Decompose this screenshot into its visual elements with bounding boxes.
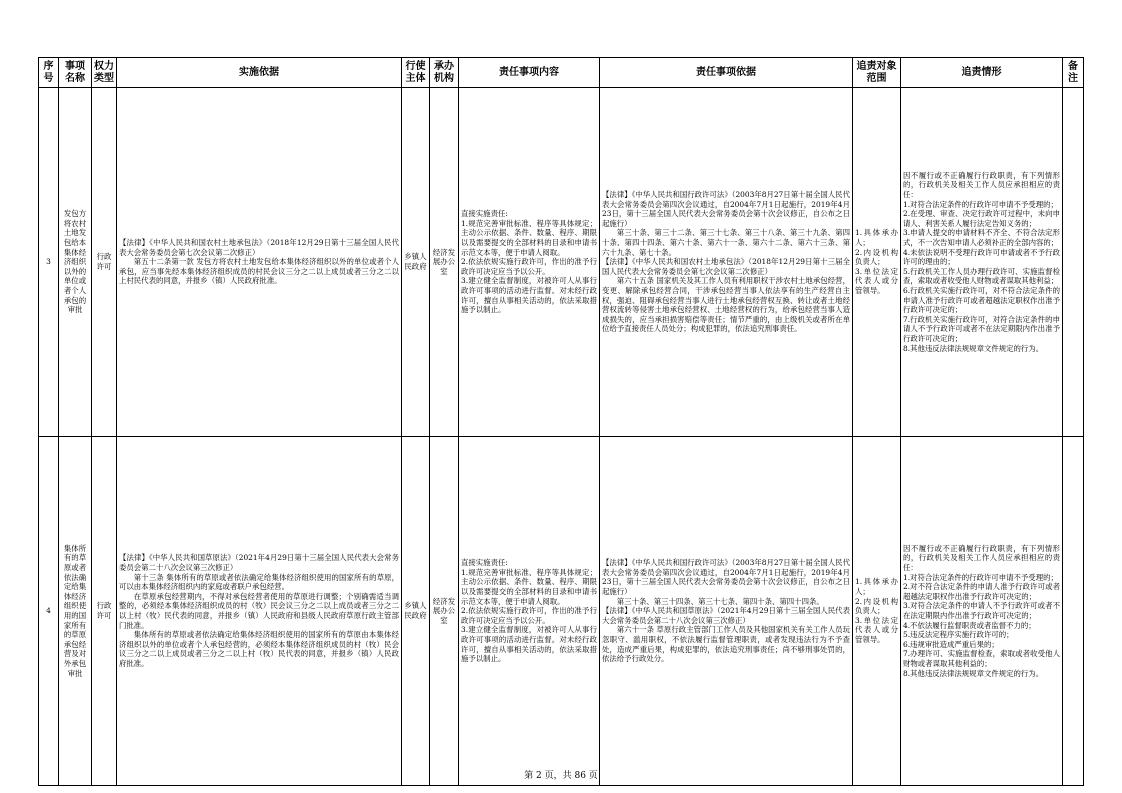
header-scope: 追责对象范围	[853, 58, 901, 88]
cell-duty-basis	[600, 88, 853, 437]
responsibility-table	[38, 57, 1084, 786]
header-situation: 追责情形	[901, 58, 1063, 88]
basis-text: 【法律】《中华人民共和国草原法》（2021年4月29日第十三届全国人民代表大会常务委员会第二十八次会议第三次修正）	[119, 553, 399, 573]
cell-scope	[853, 437, 901, 786]
cell-note	[1063, 88, 1084, 437]
cell-basis	[117, 437, 402, 786]
content-line: 3.建立健全监督制度，对被许可人从事行政许可事项的活动进行监督。对未经行政许可，擅自从事相关活动的，依法采取措施予以制止。	[461, 625, 597, 664]
situation-line: 8.其他违反法律法规规章文件规定的行为。	[903, 668, 1044, 678]
cell-power-type: 行政许可	[92, 437, 117, 786]
duty-basis-text: 【法律】《中华人民共和国行政许可法》（2003年8月27日第十届全国人民代表大会常务委员会第四次会议通过，自2004年7月1日起施行，2019年4月23日，第十三届全国人民代表大会常务委员会第十次会议修正，自公布之日起施行）	[602, 190, 850, 228]
scope-line: 3.单位法定代表人或分管领导。	[855, 615, 898, 644]
table-row	[39, 88, 1084, 437]
situation-line: 4.不依法履行监督职责或者监督不力的；	[903, 620, 1036, 630]
situation-line: 4.未依法说明不受理行政许可申请或者不予行政许可的理由的；	[903, 247, 1060, 267]
duty-basis-text: 【法律】《中华人民共和国草原法》（2021年4月29日第十三届全国人民代表大会常务委员会第二十八次会议第三次修正）	[602, 606, 850, 625]
cell-note	[1063, 437, 1084, 786]
content-line: 3.建立健全监督制度，对被许可人从事行政许可事项的活动进行监督。对未经行政许可，擅自从事相关活动的，依法采取措施予以制止。	[461, 276, 597, 315]
header-seq: 序号	[39, 58, 59, 88]
header-content: 责任事项内容	[459, 58, 600, 88]
situation-line: 5.行政机关工作人员办理行政许可、实施监督检查，索取或者收受他人财物或者谋取其他利益；	[903, 266, 1060, 286]
cell-item-name: 发包方将农村土地发包给本集体经济组织以外的单位或者个人承包的审批	[59, 88, 92, 437]
situation-line: 1.对符合法定条件的行政许可申请不予受理的；	[903, 572, 1058, 582]
situation-line: 3.对符合法定条件的申请人不予行政许可或者不在法定期限内作出准予行政许可决定的；	[903, 601, 1060, 620]
content-line: 1.规范完善审批标准、程序等具体规定；主动公示依据、条件、数量、程序、期限以及需要提交的全部材料的目录和申请书示范文本等，便于申请人阅取。	[461, 567, 597, 606]
table-row	[39, 437, 1084, 786]
header-org: 承办机构	[430, 58, 459, 88]
scope-line: 1.具体承办人；	[855, 577, 898, 597]
page-number: 第 2 页，共 86 页	[524, 771, 598, 781]
duty-basis-text: 第六十五条 国家机关及其工作人员有利用职权干涉农村土地承包经营，变更、解除承包经营合同，干涉承包经营当事人依法享有的生产经营自主权，强迫、阻碍承包经营当事人进行土地承包经营权互换、转让或者土地经营权流转等侵害土地承包经营权、土地经营权的行为，给承包经营当事人造成损失的，应当承担损害赔偿等责任；情节严重的，由上级机关或者所在单位给予直接责任人员处分；构成犯罪的，依法追究刑事责任。	[602, 276, 850, 334]
situation-line: 8.其他违反法律法规规章文件规定的行为。	[903, 343, 1044, 353]
duty-basis-text: 【法律】《中华人民共和国行政许可法》（2003年8月27日第十届全国人民代表大会常务委员会第四次会议通过，自2004年7月1日起施行，2019年4月23日，第十三届全国人民代表大会常务委员会第十次会议修正，自公布之日起施行）	[602, 558, 850, 597]
scope-line: 2.内设机构负责人；	[855, 247, 898, 267]
situation-line: 3.申请人提交的申请材料不齐全、不符合法定形式，不一次告知申请人必须补正的全部内容的；	[903, 228, 1060, 248]
header-name: 事项名称	[59, 58, 92, 88]
cell-content	[459, 437, 600, 786]
content-line: 2.依法依规实施行政许可，作出的准予行政许可决定应当予以公开。	[461, 606, 597, 625]
situation-line: 7.行政机关实施行政许可，对符合法定条件的申请人不予行政许可或者不在法定期限内作出准予行政许可决定的；	[903, 314, 1060, 343]
situation-line: 7.办理许可、实施监督检查，索取或者收受他人财物或者谋取其他利益的；	[903, 649, 1060, 668]
cell-subject: 乡镇人民政府	[402, 437, 430, 786]
situation-line: 6.违规审批造成严重后果的；	[903, 639, 999, 649]
situation-line: 因不履行或不正确履行行政职责，有下列情形的，行政机关及相关工作人员应承担相应的责任：	[903, 543, 1060, 573]
duty-basis-text: 第三十条、第三十四条、第三十七条、第四十条、第四十四条。	[616, 596, 824, 606]
duty-basis-text: 第六十一条 草原行政主管部门工作人员及其他国家机关有关工作人员玩忽职守、滥用职权，不依法履行监督管理职责，或者发现违法行为不予查处，造成严重后果，构成犯罪的，依法追究刑事责任；尚不够刑事处罚的，依法给予行政处分。	[602, 625, 850, 664]
basis-text: 第五十二条第一款 发包方将农村土地发包给本集体经济组织以外的单位或者个人承包，应当事先经本集体经济组织成员的村民会议三分之二以上成员或者三分之二以上村民代表的同意，并报乡（镇）人民政府批准。	[119, 257, 399, 286]
cell-org: 经济发展办公室	[430, 437, 459, 786]
duty-basis-text: 第三十条、第三十二条、第三十七条、第三十八条、第三十九条、第四十条、第四十四条、第六十条、第六十一条、第六十二条、第六十三条、第六十九条、第七十条。	[602, 228, 850, 257]
duty-basis-text: 【法律】《中华人民共和国农村土地承包法》（2018年12月29日第十三届全国人民代表大会常务委员会第七次会议第二次修正）	[602, 257, 850, 276]
scope-line: 1.具体承办人；	[855, 228, 898, 248]
cell-org: 经济发展办公室	[430, 88, 459, 437]
cell-subject: 乡镇人民政府	[402, 88, 430, 437]
header-type: 权力类型	[92, 58, 117, 88]
cell-situation	[901, 437, 1063, 786]
scope-line: 3.单位法定代表人或分管领导。	[855, 266, 898, 295]
cell-situation	[901, 88, 1063, 437]
header-duty-basis: 责任事项依据	[600, 58, 853, 88]
basis-text: 第十三条 集体所有的草原或者依法确定给集体经济组织使用的国家所有的草原，可以由本集体经济组织内的家庭或者联户承包经营。	[119, 572, 399, 592]
basis-text: 在草原承包经营期内，不得对承包经营者使用的草原进行调整；个别确需适当调整的，必须经本集体经济组织成员的村（牧）民会议三分之二以上成员或者三分之二以上村（牧）民代表的同意，并报乡（镇）人民政府和县级人民政府草原行政主管部门批准。	[119, 591, 399, 630]
cell-seq: 4	[39, 437, 59, 786]
situation-line: 2.对不符合法定条件的申请人准予行政许可或者超越法定职权作出准予行政许可决定的；	[903, 582, 1060, 601]
cell-basis	[117, 88, 402, 437]
cell-scope	[853, 88, 901, 437]
cell-seq: 3	[39, 88, 59, 437]
header-basis: 实施依据	[117, 58, 402, 88]
table-header-row	[39, 58, 1084, 88]
situation-line: 5.违反法定程序实施行政许可的；	[903, 630, 1014, 640]
content-line: 2.依法依规实施行政许可，作出的准予行政许可决定应当予以公开。	[461, 257, 597, 276]
cell-item-name: 集体所有的草原或者依法确定给集体经济组织使用的国家所有的草原承包经营及对外承包审批	[59, 437, 92, 786]
content-line: 直接实施责任:	[461, 209, 508, 219]
header-subject: 行使主体	[402, 58, 430, 88]
content-line: 1.规范完善审批标准、程序等具体规定；主动公示依据、条件、数量、程序、期限以及需要提交的全部材料的目录和申请书示范文本等，便于申请人阅取。	[461, 218, 597, 257]
cell-content	[459, 88, 600, 437]
situation-line: 因不履行或不正确履行行政职责，有下列情形的，行政机关及相关工作人员应承担相应的责任：	[903, 170, 1060, 200]
header-note: 备注	[1063, 58, 1084, 88]
situation-line: 6.行政机关实施行政许可，对不符合法定条件的申请人准予行政许可或者超越法定职权作出准予行政许可决定的；	[903, 285, 1060, 315]
scope-line: 2.内设机构负责人；	[855, 596, 898, 616]
basis-text: 集体所有的草原或者依法确定给集体经济组织使用的国家所有的草原由本集体经济组织以外的单位或者个人承包经营的，必须经本集体经济组织成员的村（牧）民会议三分之二以上成员或者三分之二以上村（牧）民代表的同意，并报乡（镇）人民政府批准。	[119, 630, 399, 668]
cell-power-type: 行政许可	[92, 88, 117, 437]
situation-line: 1.对符合法定条件的行政许可申请不予受理的；	[903, 199, 1058, 209]
content-line: 直接实施责任:	[461, 558, 508, 568]
situation-line: 2.在受理、审查、决定行政许可过程中，未向申请人、利害关系人履行法定告知义务的；	[903, 209, 1060, 228]
cell-duty-basis	[600, 437, 853, 786]
basis-text: 【法律】《中华人民共和国农村土地承包法》（2018年12月29日第十三届全国人民代表大会常务委员会第七次会议第二次修正）	[119, 238, 399, 257]
